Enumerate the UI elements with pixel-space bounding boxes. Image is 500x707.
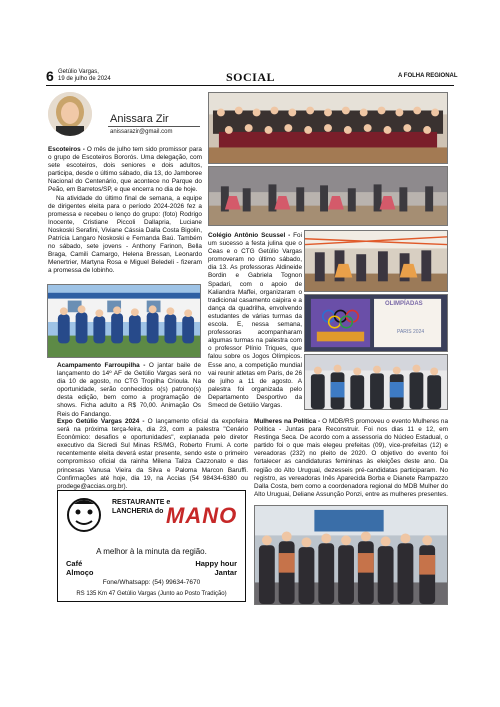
ad-box [57,490,246,602]
author-rule [108,126,200,127]
colegio-photo-festa [304,230,448,292]
author-email[interactable]: anissarazir@gmail.com [110,129,173,135]
escoteiros-photo [47,284,201,358]
expo-lead: Expo Getúlio Vargas 2024 - [57,418,145,425]
escoteiros-text2: Na atividade do último final de semana, a equipe de dirigentes eleita para o período 2024-2026 fez a promessa e recebeu o lenço do grupo: (foto) Rodrigo Inocente, Cristiane Piccoli Dallapria, Luciane Noskoski Serafini, Viviane Cássia Dalla Costa Bigolin, Patrícia Langaro Noskoski e Fernanda Baú. Também no sábado, sete jovens - Anthony Farinon, Bella Braga, Camili Camargo, Helena Bressan, Leonardo Menertrier, Martyna Rosa e Miguel Beledeli - fizeram a promessa de lobinho. [48,194,202,275]
header-date: 19 de julho de 2024 [58,76,111,82]
avatar [48,92,92,136]
ad-offer-left-2: Almoço [66,568,94,577]
mulheres-lead: Mulheres na Política - [254,418,321,425]
article-colegio [208,232,302,412]
article-expo [57,418,249,490]
page-number: 6 [46,68,54,84]
newspaper-name: A FOLHA REGIONAL [398,73,458,79]
ad-phone[interactable]: Fone/Whatsapp: (54) 99634-7670 [102,579,201,586]
ad-address: RS 135 Km 47 Getúlio Vargas (Junto ao Posto Tradição) [76,591,227,597]
header-rule [46,85,454,86]
colegio-photo-group [208,92,448,164]
colegio-lead: Colégio Antônio Scussel - [208,232,291,239]
olympics-title: OLIMPÍADAS [385,301,423,307]
mulheres-photo [254,505,448,605]
acampamento-text: O jantar baile de lançamento do 14º AF de Getúlio Vargas será no dia 10 de agosto, no CTG Tropilha Crioula. Na oportunidade, serão conhecidos o(s) patrono(s) desta edição, bem como a programação de shows. Ficha adulto a R$ 70,00. Animação Os Reis do Fandango. [57,362,201,418]
chef-mascot-icon [64,495,104,535]
ad-name-mid: LANCHERIA do [112,508,164,515]
escoteiros-lead: Escoteiros - [48,146,85,153]
ad-offer-right-1: Happy hour [195,559,237,568]
article-escoteiros [48,146,202,280]
escoteiros-text: O mês de julho tem sido promissor para o grupo de Escoteiros Bororós. Uma delegação, com sete escoteiros, dois seniores e dois adultos, participa, desde o último sábado, dia 13, do Jamboree Nacional do Centenário, que acontece no Parque do Peão, em Barretos/SP, e que encerra no dia de hoje. [48,146,202,194]
mulheres-text: O MDB/RS promoveu o evento Mulheres na Política - Juntas para Reconstruir. Foi nos dias 11 e 12, em Restinga Seca. De acordo com a assessoria do Núcleo Estadual, o partido foi o que mais elegeu prefeitas (09), vice-prefeitas (12) e vereadoras (232) no pleito de 2020. O objetivo do evento foi fortalecer as candidaturas femininas às eleições deste ano. Da região do Alto Uruguai, dezesseis pré-candidatas participaram. No registro, as vereadoras Inês Aparecida Borba e Dianete Rampazzo Dalla Costa, bem como a coordenadora regional do MDB Mulher do Alto Uruguai, Deliane Assunção Ponzi, entre as mulheres presentes. [254,418,449,498]
article-mulheres [254,418,448,500]
author-name: Anissara Zir [110,113,169,125]
ad-name-big: MANO [166,503,238,528]
ad-name-top: RESTAURANTE e [112,499,171,506]
colegio-photo-students [304,354,448,410]
colegio-text: Foi um sucesso a festa julina que o Ceas e o CTG Getúlio Vargas promoveram no último sábado, dia 13. As professoras Aldineide Bordin e Gabriela Tognon Spadari, com o apoio de Kaliandra Maffei, organizaram o tradicional casamento caipira e a dança da quadrilha, envolvendo estudantes de várias turmas da escola. E, nessa semana, professoras acompanharam algumas turmas na palestra com o professor Plínio Triques, que falou sobre os Jogos Olímpicos. Esse ano, a competição mundial vai reunir atletas em Paris, de 26 de julho a 11 de agosto. A palestra foi organizada pelo Departamento Desportivo da Smecd de Getúlio Vargas. [208,232,302,409]
colegio-photo-olympics [304,294,448,352]
article-acampamento [57,362,201,418]
ad-offer-left-1: Café [66,559,83,568]
ad-offer-right-2: Jantar [214,568,237,577]
header-city: Getúlio Vargas, [58,69,99,75]
acampamento-lead: Acampamento Farroupilha - [57,362,146,369]
expo-text: O lançamento oficial da expofeira será na próxima terça-feira, dia 23, com a palestra "Cenário Econômico: desafios e oportunidades", explanada pelo diretor executivo da Sicredi Sul Minas RS/MG, Roberto Frumi. A corte recentemente eleita deverá estar presente, sendo este o primeiro compromisso oficial da rainha Milena Taliza Cazzonato e das princesas Vanusa Vieira da Silva e Paloma Marcon Baruffi. Confirmações até hoje, dia 19, na Accias (54 98434-6380 ou prodege@accias.org.br). [57,418,249,490]
section-title: SOCIAL [226,70,276,84]
colegio-photo-dance [208,166,448,226]
olympics-caption: PARIS 2024 [397,329,425,335]
ad-slogan: A melhor à la minuta da região. [96,547,207,556]
